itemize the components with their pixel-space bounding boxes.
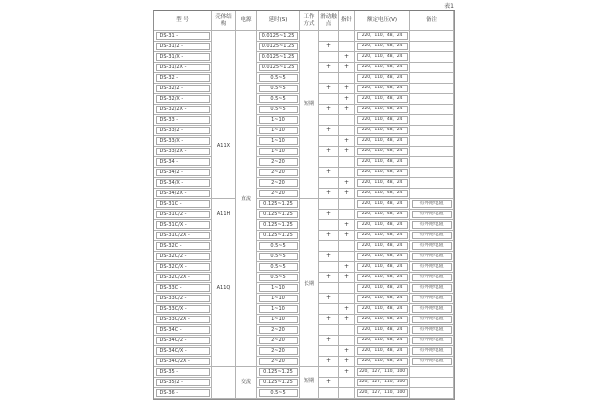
header-remark: 备注: [410, 11, 454, 31]
cell-pointer: [339, 294, 355, 305]
cell-delay: 0.5~5: [257, 273, 300, 284]
cell-delay: 0.125~1.25: [257, 210, 300, 221]
cell-model: DS-31/2 -: [154, 42, 212, 53]
cell-voltage: 220，110，48，24: [355, 262, 410, 273]
cell-remark: 有外附电阻: [410, 294, 454, 305]
cell-delay: 0.125~1.25: [257, 199, 300, 210]
cell-voltage: 220，110，48，24: [355, 126, 410, 137]
cell-voltage: 220，110，48，24: [355, 199, 410, 210]
cell-remark: [410, 42, 454, 53]
cell-slide-contact: [319, 325, 339, 336]
cell-model: DS-34/2X -: [154, 189, 212, 200]
cell-model: DS-34/X -: [154, 178, 212, 189]
cell-pointer: +: [339, 220, 355, 231]
cell-delay: 1~10: [257, 304, 300, 315]
cell-slide-contact: [319, 157, 339, 168]
cell-model: DS-32C/X -: [154, 262, 212, 273]
cell-delay: 2~20: [257, 346, 300, 357]
cell-shell-structure: A11H A11Q: [212, 199, 236, 367]
cell-slide-contact: +: [319, 189, 339, 200]
cell-slide-contact: +: [319, 336, 339, 347]
cell-voltage: 220，110，48，24: [355, 325, 410, 336]
cell-voltage: 220，110，48，24: [355, 231, 410, 242]
cell-voltage: 220，110，48，24: [355, 52, 410, 63]
cell-model: DS-33C/2 -: [154, 294, 212, 305]
cell-voltage: 220，110，48，24: [355, 315, 410, 326]
cell-remark: [410, 84, 454, 95]
cell-remark: [410, 115, 454, 126]
cell-work-mode: 长期: [300, 199, 319, 367]
cell-delay: 0.5~5: [257, 252, 300, 263]
cell-voltage: 220，110，48，24: [355, 63, 410, 74]
cell-pointer: +: [339, 94, 355, 105]
cell-pointer: [339, 42, 355, 53]
cell-voltage: 220，110，48，24: [355, 252, 410, 263]
cell-delay: 0.5~5: [257, 105, 300, 116]
cell-model: DS-31C/X -: [154, 220, 212, 231]
cell-pointer: +: [339, 231, 355, 242]
cell-model: DS-35/2 -: [154, 378, 212, 389]
cell-voltage: 220，110，48，24: [355, 273, 410, 284]
cell-delay: 2~20: [257, 357, 300, 368]
cell-delay: 1~10: [257, 126, 300, 137]
cell-model: DS-31C/2 -: [154, 210, 212, 221]
cell-pointer: [339, 336, 355, 347]
cell-delay: 1~10: [257, 294, 300, 305]
cell-delay: 2~20: [257, 157, 300, 168]
cell-model: DS-33 -: [154, 115, 212, 126]
cell-delay: 0.125~1.25: [257, 231, 300, 242]
cell-delay: 2~20: [257, 336, 300, 347]
cell-delay: 2~20: [257, 325, 300, 336]
cell-delay: 0.0125~1.25: [257, 63, 300, 74]
cell-slide-contact: [319, 178, 339, 189]
cell-power-source: 交流: [236, 367, 257, 399]
cell-slide-contact: [319, 283, 339, 294]
cell-voltage: 220，110，48，24: [355, 42, 410, 53]
cell-pointer: [339, 199, 355, 210]
cell-slide-contact: +: [319, 378, 339, 389]
cell-model: DS-32C -: [154, 241, 212, 252]
cell-model: DS-34C -: [154, 325, 212, 336]
cell-slide-contact: +: [319, 105, 339, 116]
cell-pointer: +: [339, 84, 355, 95]
cell-pointer: [339, 378, 355, 389]
cell-remark: [410, 63, 454, 74]
cell-remark: 有外附电阻: [410, 283, 454, 294]
cell-remark: [410, 388, 454, 399]
cell-voltage: 220，110，48，24: [355, 304, 410, 315]
cell-model: DS-34/2 -: [154, 168, 212, 179]
cell-slide-contact: +: [319, 42, 339, 53]
cell-voltage: 220，110，48，24: [355, 220, 410, 231]
cell-shell-structure: [212, 367, 236, 399]
cell-delay: 0.0125~1.25: [257, 31, 300, 42]
cell-model: DS-32/2X -: [154, 105, 212, 116]
cell-remark: [410, 157, 454, 168]
cell-delay: 0.5~5: [257, 262, 300, 273]
cell-slide-contact: [319, 262, 339, 273]
cell-delay: 0.5~5: [257, 73, 300, 84]
cell-remark: 有外附电阻: [410, 231, 454, 242]
cell-remark: [410, 126, 454, 137]
cell-delay: 2~20: [257, 178, 300, 189]
cell-voltage: 220，110，48，24: [355, 283, 410, 294]
cell-remark: 有外附电阻: [410, 210, 454, 221]
cell-model: DS-31/2X -: [154, 63, 212, 74]
cell-work-mode: 短期: [300, 31, 319, 199]
cell-slide-contact: +: [319, 126, 339, 137]
cell-pointer: +: [339, 315, 355, 326]
cell-model: DS-31C -: [154, 199, 212, 210]
cell-remark: 有外附电阻: [410, 357, 454, 368]
cell-slide-contact: +: [319, 315, 339, 326]
cell-model: DS-34C/X -: [154, 346, 212, 357]
cell-pointer: [339, 252, 355, 263]
cell-delay: 0.125~1.25: [257, 378, 300, 389]
cell-voltage: 220，110，48，24: [355, 31, 410, 42]
cell-pointer: +: [339, 178, 355, 189]
cell-delay: 2~20: [257, 168, 300, 179]
cell-voltage: 220，127，110，100: [355, 367, 410, 378]
cell-pointer: +: [339, 273, 355, 284]
cell-model: DS-32C/2 -: [154, 252, 212, 263]
cell-model: DS-33C -: [154, 283, 212, 294]
cell-delay: 1~10: [257, 315, 300, 326]
cell-remark: [410, 189, 454, 200]
header-power: 电源: [236, 11, 257, 31]
cell-delay: 1~10: [257, 115, 300, 126]
cell-voltage: 220，110，48，24: [355, 84, 410, 95]
cell-remark: [410, 31, 454, 42]
cell-slide-contact: [319, 199, 339, 210]
table-number-label: 表1: [444, 3, 454, 10]
cell-pointer: [339, 73, 355, 84]
cell-voltage: 220，110，48，24: [355, 157, 410, 168]
cell-model: DS-34C/2X -: [154, 357, 212, 368]
cell-slide-contact: +: [319, 147, 339, 158]
cell-voltage: 220，110，48，24: [355, 178, 410, 189]
cell-pointer: +: [339, 304, 355, 315]
cell-delay: 0.125~1.25: [257, 367, 300, 378]
cell-voltage: 220，110，48，24: [355, 346, 410, 357]
cell-remark: 有外附电阻: [410, 220, 454, 231]
cell-voltage: 220，110，48，24: [355, 105, 410, 116]
cell-pointer: [339, 31, 355, 42]
cell-voltage: 220，110，48，24: [355, 210, 410, 221]
cell-power-source: 直流: [236, 31, 257, 367]
cell-model: DS-31/X -: [154, 52, 212, 63]
cell-voltage: 220，110，48，24: [355, 241, 410, 252]
cell-delay: 0.5~5: [257, 241, 300, 252]
cell-pointer: [339, 283, 355, 294]
cell-delay: 0.0125~1.25: [257, 52, 300, 63]
cell-model: DS-34 -: [154, 157, 212, 168]
header-work: 工作方式: [300, 11, 319, 31]
cell-slide-contact: [319, 220, 339, 231]
cell-remark: [410, 94, 454, 105]
cell-shell-structure: A11X: [212, 31, 236, 199]
cell-pointer: [339, 388, 355, 399]
cell-pointer: [339, 325, 355, 336]
cell-remark: [410, 105, 454, 116]
header-shell: 壳体结构: [212, 11, 236, 31]
cell-delay: 2~20: [257, 189, 300, 200]
cell-voltage: 220，110，48，24: [355, 147, 410, 158]
cell-slide-contact: [319, 73, 339, 84]
cell-slide-contact: +: [319, 273, 339, 284]
cell-remark: 有外附电阻: [410, 315, 454, 326]
cell-model: DS-33C/X -: [154, 304, 212, 315]
cell-pointer: +: [339, 52, 355, 63]
cell-slide-contact: [319, 367, 339, 378]
cell-slide-contact: [319, 31, 339, 42]
cell-model: DS-32/2 -: [154, 84, 212, 95]
cell-remark: [410, 178, 454, 189]
header-voltage: 额定电压(V): [355, 11, 410, 31]
cell-model: DS-35 -: [154, 367, 212, 378]
cell-voltage: 220，110，48，24: [355, 136, 410, 147]
cell-delay: 0.0125~1.25: [257, 42, 300, 53]
cell-model: DS-31C/2X -: [154, 231, 212, 242]
cell-voltage: 220，110，48，24: [355, 294, 410, 305]
cell-pointer: +: [339, 346, 355, 357]
header-delay: 延时(S): [257, 11, 300, 31]
cell-pointer: [339, 115, 355, 126]
cell-delay: 0.5~5: [257, 388, 300, 399]
cell-voltage: 220，127，110，100: [355, 378, 410, 389]
spec-table: [153, 10, 455, 400]
cell-pointer: [339, 241, 355, 252]
cell-slide-contact: [319, 52, 339, 63]
cell-pointer: +: [339, 136, 355, 147]
header-pointer: 指针: [339, 11, 355, 31]
cell-slide-contact: +: [319, 210, 339, 221]
cell-model: DS-33/2X -: [154, 147, 212, 158]
cell-model: DS-33/X -: [154, 136, 212, 147]
cell-voltage: 220，127，110，100: [355, 388, 410, 399]
cell-pointer: [339, 126, 355, 137]
cell-slide-contact: [319, 136, 339, 147]
cell-slide-contact: [319, 388, 339, 399]
cell-remark: [410, 136, 454, 147]
cell-pointer: [339, 210, 355, 221]
cell-pointer: [339, 157, 355, 168]
cell-slide-contact: [319, 115, 339, 126]
cell-remark: 有外附电阻: [410, 273, 454, 284]
cell-model: DS-32/X -: [154, 94, 212, 105]
cell-remark: 有外附电阻: [410, 241, 454, 252]
cell-remark: [410, 73, 454, 84]
cell-delay: 1~10: [257, 283, 300, 294]
cell-delay: 0.5~5: [257, 94, 300, 105]
cell-remark: 有外附电阻: [410, 252, 454, 263]
cell-delay: 1~10: [257, 147, 300, 158]
cell-model: DS-36 -: [154, 388, 212, 399]
cell-work-mode: 短期: [300, 367, 319, 399]
cell-voltage: 220，110，48，24: [355, 189, 410, 200]
cell-remark: [410, 147, 454, 158]
cell-voltage: 220，110，48，24: [355, 168, 410, 179]
cell-remark: 有外附电阻: [410, 336, 454, 347]
cell-slide-contact: [319, 346, 339, 357]
cell-slide-contact: +: [319, 63, 339, 74]
header-slide: 滑动触点: [319, 11, 339, 31]
cell-remark: [410, 52, 454, 63]
cell-delay: 1~10: [257, 136, 300, 147]
cell-slide-contact: [319, 94, 339, 105]
cell-slide-contact: +: [319, 252, 339, 263]
cell-pointer: +: [339, 357, 355, 368]
cell-slide-contact: +: [319, 84, 339, 95]
cell-remark: 有外附电阻: [410, 262, 454, 273]
cell-pointer: +: [339, 63, 355, 74]
cell-voltage: 220，110，48，24: [355, 336, 410, 347]
cell-pointer: +: [339, 367, 355, 378]
cell-remark: 有外附电阻: [410, 304, 454, 315]
cell-remark: 有外附电阻: [410, 199, 454, 210]
cell-slide-contact: +: [319, 357, 339, 368]
cell-remark: 有外附电阻: [410, 325, 454, 336]
cell-voltage: 220，110，48，24: [355, 115, 410, 126]
cell-pointer: [339, 168, 355, 179]
cell-slide-contact: [319, 241, 339, 252]
header-model: 型 号: [154, 11, 212, 31]
cell-model: DS-32 -: [154, 73, 212, 84]
cell-model: DS-32C/2X -: [154, 273, 212, 284]
cell-slide-contact: +: [319, 231, 339, 242]
cell-pointer: +: [339, 189, 355, 200]
cell-voltage: 220，110，48，24: [355, 357, 410, 368]
cell-remark: 有外附电阻: [410, 346, 454, 357]
cell-voltage: 220，110，48，24: [355, 94, 410, 105]
cell-model: DS-34C/2 -: [154, 336, 212, 347]
cell-pointer: +: [339, 147, 355, 158]
cell-delay: 0.125~1.25: [257, 220, 300, 231]
cell-remark: [410, 378, 454, 389]
cell-slide-contact: [319, 304, 339, 315]
cell-remark: [410, 367, 454, 378]
cell-pointer: +: [339, 105, 355, 116]
cell-delay: 0.5~5: [257, 84, 300, 95]
cell-slide-contact: +: [319, 294, 339, 305]
cell-model: DS-31 -: [154, 31, 212, 42]
cell-pointer: +: [339, 262, 355, 273]
cell-slide-contact: +: [319, 168, 339, 179]
cell-voltage: 220，110，48，24: [355, 73, 410, 84]
cell-model: DS-33C/2X -: [154, 315, 212, 326]
cell-remark: [410, 168, 454, 179]
cell-model: DS-33/2 -: [154, 126, 212, 137]
